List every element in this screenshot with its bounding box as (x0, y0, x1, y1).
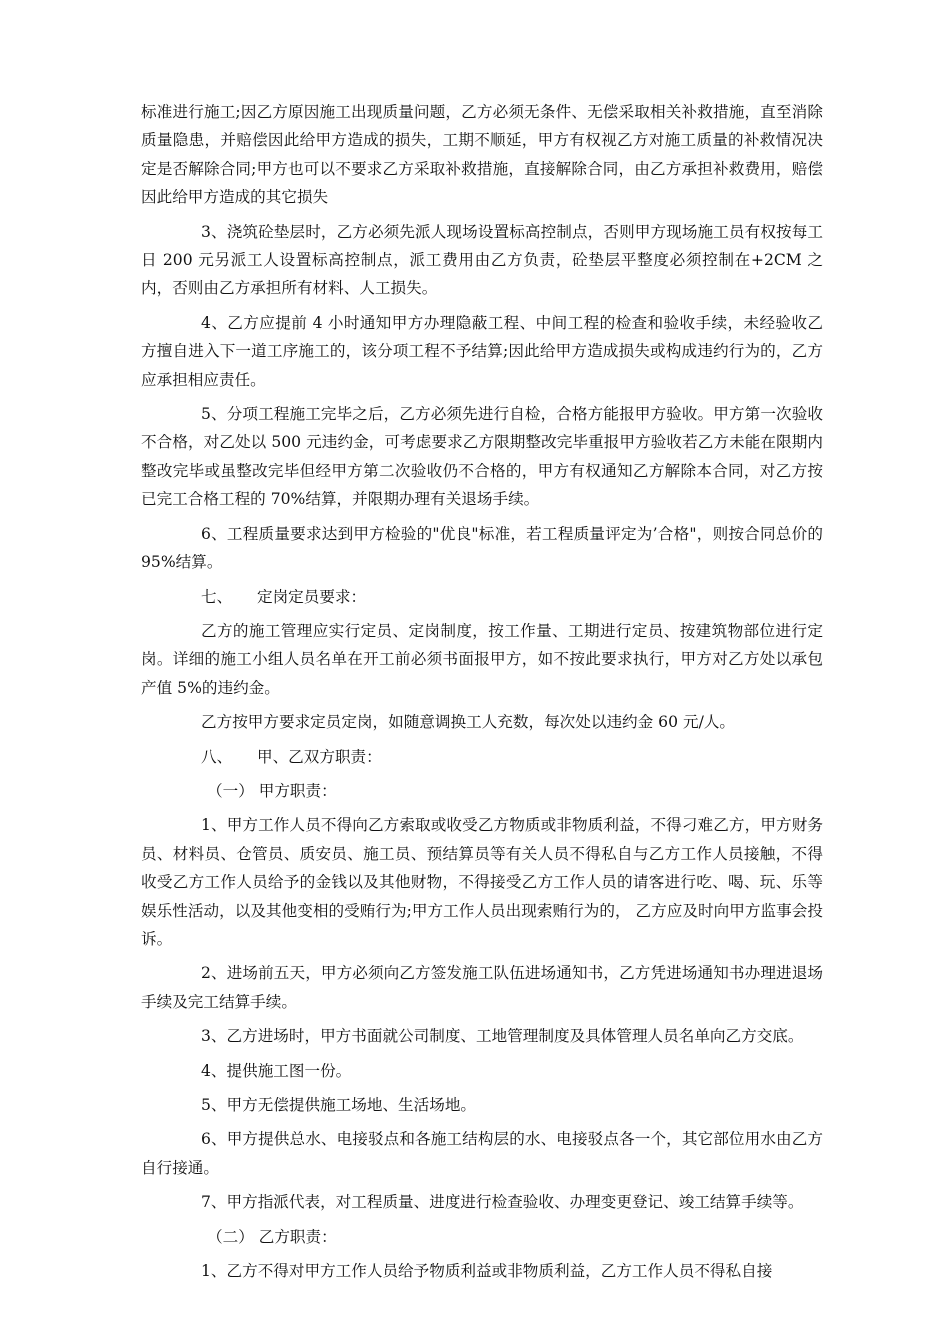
paragraph-party-a-duty-2: 2、进场前五天，甲方必须向乙方签发施工队伍进场通知书，乙方凭进场通知书办理进退场手续及完工结算手续。 (141, 964, 823, 1011)
paragraph-party-a-duty-3: 3、乙方进场时，甲方书面就公司制度、工地管理制度及具体管理人员名单向乙方交底。 (201, 1027, 804, 1046)
paragraph-party-a-duty-4: 4、提供施工图一份。 (201, 1061, 352, 1080)
subsection-heading-party-b: （二） 乙方职责： (207, 1227, 337, 1246)
paragraph-item-3: 3、浇筑砼垫层时，乙方必须先派人现场设置标高控制点，否则甲方现场施工员有权按每工日 200 元另派工人设置标高控制点，派工费用由乙方负责，砼垫层平整度必须控制在+2CM 之内，否则由乙方承担所有材料、人工损失。 (141, 222, 823, 298)
paragraph-staffing-penalty: 乙方按甲方要求定员定岗，如随意调换工人充数，每次处以违约金 60 元/人。 (201, 713, 736, 732)
paragraph-item-4: 4、乙方应提前 4 小时通知甲方办理隐蔽工程、中间工程的检查和验收手续，未经验收乙方擅自进入下一道工序施工的，该分项工程不予结算;因此给甲方造成损失或构成违约行为的，乙方应承担相应责任。 (141, 313, 823, 389)
paragraph-party-a-duty-7: 7、甲方指派代表，对工程质量、进度进行检查验收、办理变更登记、竣工结算手续等。 (201, 1193, 804, 1212)
subsection-heading-party-a: （一） 甲方职责： (207, 781, 337, 800)
paragraph-quality-remedy: 标准进行施工;因乙方原因施工出现质量问题，乙方必须无条件、无偿采取相关补救措施，直至消除质量隐患，并赔偿因此给甲方造成的损失，工期不顺延，甲方有权视乙方对施工质量的补救情况决定是否解除合同;甲方也可以不要求乙方采取补救措施，直接解除合同，由乙方承担补救费用，赔偿因此给甲方造成的其它损失 (141, 103, 823, 207)
paragraph-staffing: 乙方的施工管理应实行定员、定岗制度，按工作量、工期进行定员、按建筑物部位进行定岗。详细的施工小组人员名单在开工前必须书面报甲方，如不按此要求执行，甲方对乙方处以承包产值 5%的违约金。 (141, 621, 823, 697)
paragraph-party-a-duty-1: 1、甲方工作人员不得向乙方索取或收受乙方物质或非物质利益，不得刁难乙方，甲方财务员、材料员、仓管员、质安员、施工员、预结算员等有关人员不得私自与乙方工作人员接触，不得收受乙方工作人员给予的金钱以及其他财物，不得接受乙方工作人员的请客进行吃、喝、玩、乐等娱乐性活动，以及其他变相的受贿行为;甲方工作人员出现索贿行为的， 乙方应及时向甲方监事会投诉。 (141, 816, 823, 948)
paragraph-party-a-duty-6: 6、甲方提供总水、电接驳点和各施工结构层的水、电接驳点各一个，其它部位用水由乙方自行接通。 (141, 1130, 823, 1177)
paragraph-party-a-duty-5: 5、甲方无偿提供施工场地、生活场地。 (201, 1096, 477, 1114)
paragraph-party-b-duty-1: 1、乙方不得对甲方工作人员给予物质利益或非物质利益，乙方工作人员不得私自接 (201, 1262, 773, 1281)
section-heading-7: 七、 定岗定员要求： (201, 587, 367, 606)
paragraph-item-6: 6、工程质量要求达到甲方检验的"优良"标准，若工程质量评定为’合格"，则按合同总价的 95%结算。 (141, 524, 823, 572)
document-body (141, 98, 823, 1291)
paragraph-item-5: 5、分项工程施工完毕之后，乙方必须先进行自检，合格方能报甲方验收。甲方第一次验收不合格，对乙处以 500 元违约金，可考虑要求乙方限期整改完毕重报甲方验收若乙方未能在限期内整改完毕或虽整改完毕但经甲方第二次验收仍不合格的，甲方有权通知乙方解除本合同，对乙方按已完工合格工程的 70%结算，并限期办理有关退场手续。 (141, 405, 823, 509)
section-heading-8: 八、 甲、乙双方职责： (201, 747, 382, 766)
